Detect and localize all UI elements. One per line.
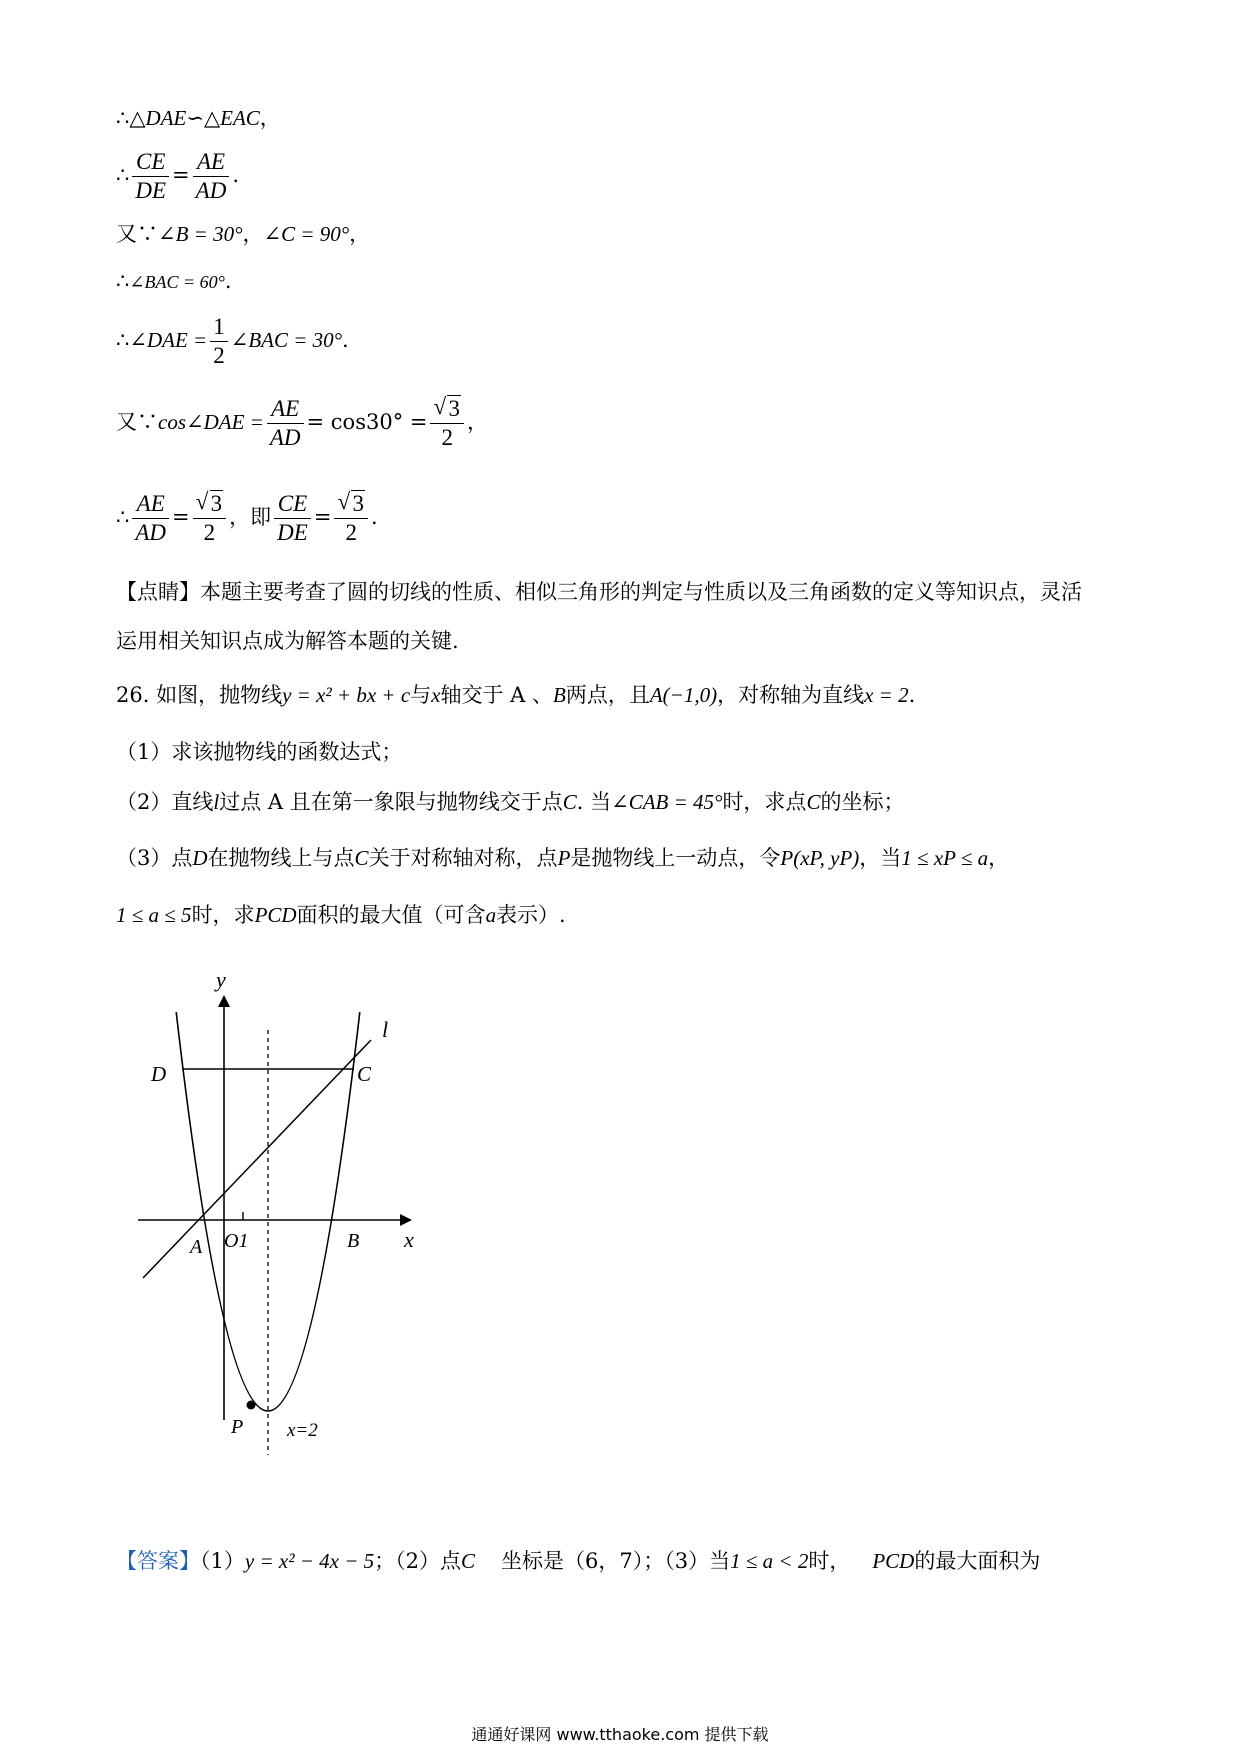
- label-c: C: [357, 1062, 372, 1086]
- punct: ，: [259, 106, 281, 130]
- punct: ，: [466, 410, 488, 434]
- var-c: C: [806, 790, 821, 814]
- text: 面积的最大值（可含: [296, 903, 486, 927]
- fraction-ae-ad: [132, 490, 169, 547]
- punct: .: [232, 163, 240, 187]
- punct: ，: [242, 222, 264, 246]
- denominator: DE: [135, 178, 167, 203]
- fraction-ce-de: [132, 148, 169, 205]
- punct: .: [342, 328, 349, 352]
- fraction-sqrt3-2: [193, 490, 227, 547]
- numerator: AE: [193, 148, 230, 177]
- radicand: 3: [448, 396, 460, 421]
- text: （2）直线: [116, 790, 214, 814]
- condition-a: 1 ≤ a ≤ 5: [116, 903, 192, 927]
- similar-symbol: ∽: [186, 106, 204, 130]
- condition-xp: 1 ≤ xP ≤ a: [901, 846, 989, 870]
- text: 轴交于 A 、: [440, 683, 554, 707]
- text: 两点，且: [565, 683, 650, 707]
- triangle-dae: △DAE: [129, 106, 187, 130]
- denominator: AD: [269, 425, 301, 450]
- text: ；（2）点: [374, 1549, 462, 1573]
- fraction-half: [210, 313, 228, 370]
- angle-dae: ∠DAE =: [129, 328, 208, 352]
- cos30: = cos30° =: [306, 410, 428, 434]
- fraction-ce-de: [274, 490, 311, 547]
- var-d: D: [192, 846, 208, 870]
- equals: =: [172, 163, 190, 187]
- label-d: D: [151, 1062, 167, 1086]
- text: （1）求该抛物线的函数达式；: [116, 740, 403, 764]
- var-c: C: [562, 790, 577, 814]
- text: 的最大面积为: [914, 1549, 1041, 1573]
- angle-bac: ∠BAC = 60°: [129, 272, 225, 292]
- cos-dae: cos∠DAE =: [158, 410, 264, 434]
- numerator: AE: [267, 395, 304, 424]
- point-p-coords: P(xP, yP): [780, 846, 860, 870]
- because-prefix: 又∵: [116, 410, 158, 434]
- text: 时，: [808, 1549, 851, 1573]
- text: . 当: [576, 790, 612, 814]
- radicand: 3: [352, 491, 364, 516]
- var-x: x: [431, 683, 441, 707]
- question-3-line-1: [116, 843, 1009, 873]
- triangle-pcd: PCD: [254, 903, 297, 927]
- denominator: 2: [213, 343, 225, 368]
- text: 表示）.: [496, 903, 566, 927]
- proof-line-2: [116, 140, 239, 210]
- punct: .: [224, 269, 232, 293]
- label-x: x: [404, 1227, 414, 1252]
- text: ，对称轴为直线: [717, 683, 865, 707]
- text: 是抛物线上一动点，令: [570, 846, 781, 870]
- text: （3）点: [116, 846, 193, 870]
- text: （1）: [200, 1549, 245, 1573]
- numerator: 1: [210, 313, 228, 342]
- punct: .: [370, 505, 378, 529]
- parabola-figure: [120, 955, 440, 1465]
- question-1: [116, 737, 402, 767]
- therefore-symbol: ∴: [116, 106, 130, 130]
- proof-line-1: [116, 103, 281, 133]
- line-l: [143, 1040, 371, 1278]
- text: 在抛物线上与点: [207, 846, 355, 870]
- because-prefix: 又∵: [116, 222, 158, 246]
- equals: =: [313, 505, 332, 529]
- question-2: [116, 787, 904, 817]
- fraction-ae-ad: [193, 148, 230, 205]
- fraction-sqrt3-2: [334, 490, 368, 547]
- comment-text: 运用相关知识点成为解答本题的关键.: [116, 629, 459, 653]
- footer-credit: 通通好课网 www.tthaoke.com 提供下载: [471, 1725, 769, 1744]
- problem-stem: [116, 680, 915, 710]
- denominator: 2: [345, 520, 357, 545]
- therefore-symbol: ∴: [116, 505, 130, 529]
- equals: =: [172, 505, 190, 529]
- label-p: P: [231, 1416, 244, 1438]
- radicand: 3: [210, 491, 223, 516]
- numerator: AE: [132, 490, 169, 519]
- comment-line-2: [116, 626, 459, 656]
- comment-label: 【点睛】: [116, 580, 200, 604]
- fraction-ae-ad: [267, 395, 304, 452]
- denominator: DE: [277, 520, 308, 545]
- therefore-symbol: ∴: [116, 328, 130, 352]
- answer-equation: y = x² − 4x − 5: [244, 1549, 375, 1573]
- label-axis: x=2: [287, 1420, 318, 1441]
- ji-word: ，即: [229, 505, 272, 529]
- text: 时，求: [191, 903, 255, 927]
- proof-line-4: [116, 266, 232, 297]
- proof-line-5: [116, 305, 349, 375]
- text: 时，求点: [722, 790, 807, 814]
- var-c: C: [354, 846, 369, 870]
- denominator: 2: [203, 520, 216, 545]
- label-a: A: [190, 1236, 203, 1258]
- angle-b: ∠B = 30°: [158, 222, 243, 246]
- angle-cab: ∠CAB = 45°: [611, 790, 723, 814]
- label-l: l: [382, 1017, 389, 1042]
- label-b: B: [347, 1230, 360, 1252]
- parabola-equation: y = x² + bx + c: [282, 683, 411, 707]
- point-a: A(−1,0): [649, 683, 718, 707]
- answer-condition: 1 ≤ a < 2: [730, 1549, 809, 1573]
- therefore-symbol: ∴: [116, 269, 130, 293]
- comment-text: 本题主要考查了圆的切线的性质、相似三角形的判定与性质以及三角函数的定义等知识点，灵活: [200, 580, 1082, 604]
- punct: ，: [349, 222, 371, 246]
- point-p-dot: [247, 1401, 256, 1410]
- var-c: C: [461, 1549, 476, 1573]
- var-l: l: [213, 790, 220, 814]
- proof-line-3: [116, 219, 370, 249]
- answer-line: [116, 1546, 1040, 1576]
- label-y: y: [216, 967, 226, 992]
- text: 与: [410, 683, 432, 707]
- var-p: P: [557, 846, 571, 870]
- text: ，当: [859, 846, 902, 870]
- denominator: AD: [135, 520, 167, 545]
- var-a: a: [485, 903, 497, 927]
- denominator: AD: [195, 178, 227, 203]
- punct: ，: [988, 846, 1010, 870]
- var-b: B: [553, 683, 566, 707]
- punct: .: [908, 683, 916, 707]
- label-o1: O1: [224, 1230, 249, 1252]
- triangle-pcd: PCD: [872, 1549, 915, 1573]
- text: 关于对称轴对称，点: [368, 846, 558, 870]
- triangle-eac: △EAC: [203, 106, 260, 130]
- numerator: CE: [274, 490, 311, 519]
- axis-equation: x = 2: [864, 683, 909, 707]
- question-3-line-2: [116, 900, 566, 930]
- fraction-sqrt3-2: [430, 395, 464, 452]
- proof-line-6: [116, 385, 488, 459]
- proof-line-7: [116, 480, 378, 554]
- answer-label: 【答案】: [116, 1549, 200, 1573]
- therefore-symbol: ∴: [116, 163, 130, 187]
- text: 26. 如图，抛物线: [116, 683, 283, 707]
- comment-line-1: [116, 577, 1082, 607]
- text: 坐标是（6，7）；（3）当: [501, 1549, 731, 1573]
- text: 过点 A 且在第一象限与抛物线交于点: [219, 790, 563, 814]
- angle-c: ∠C = 90°: [263, 222, 350, 246]
- text: 的坐标；: [820, 790, 905, 814]
- numerator: CE: [132, 148, 169, 177]
- angle-bac-30: ∠BAC = 30°: [230, 328, 343, 352]
- denominator: 2: [441, 425, 453, 450]
